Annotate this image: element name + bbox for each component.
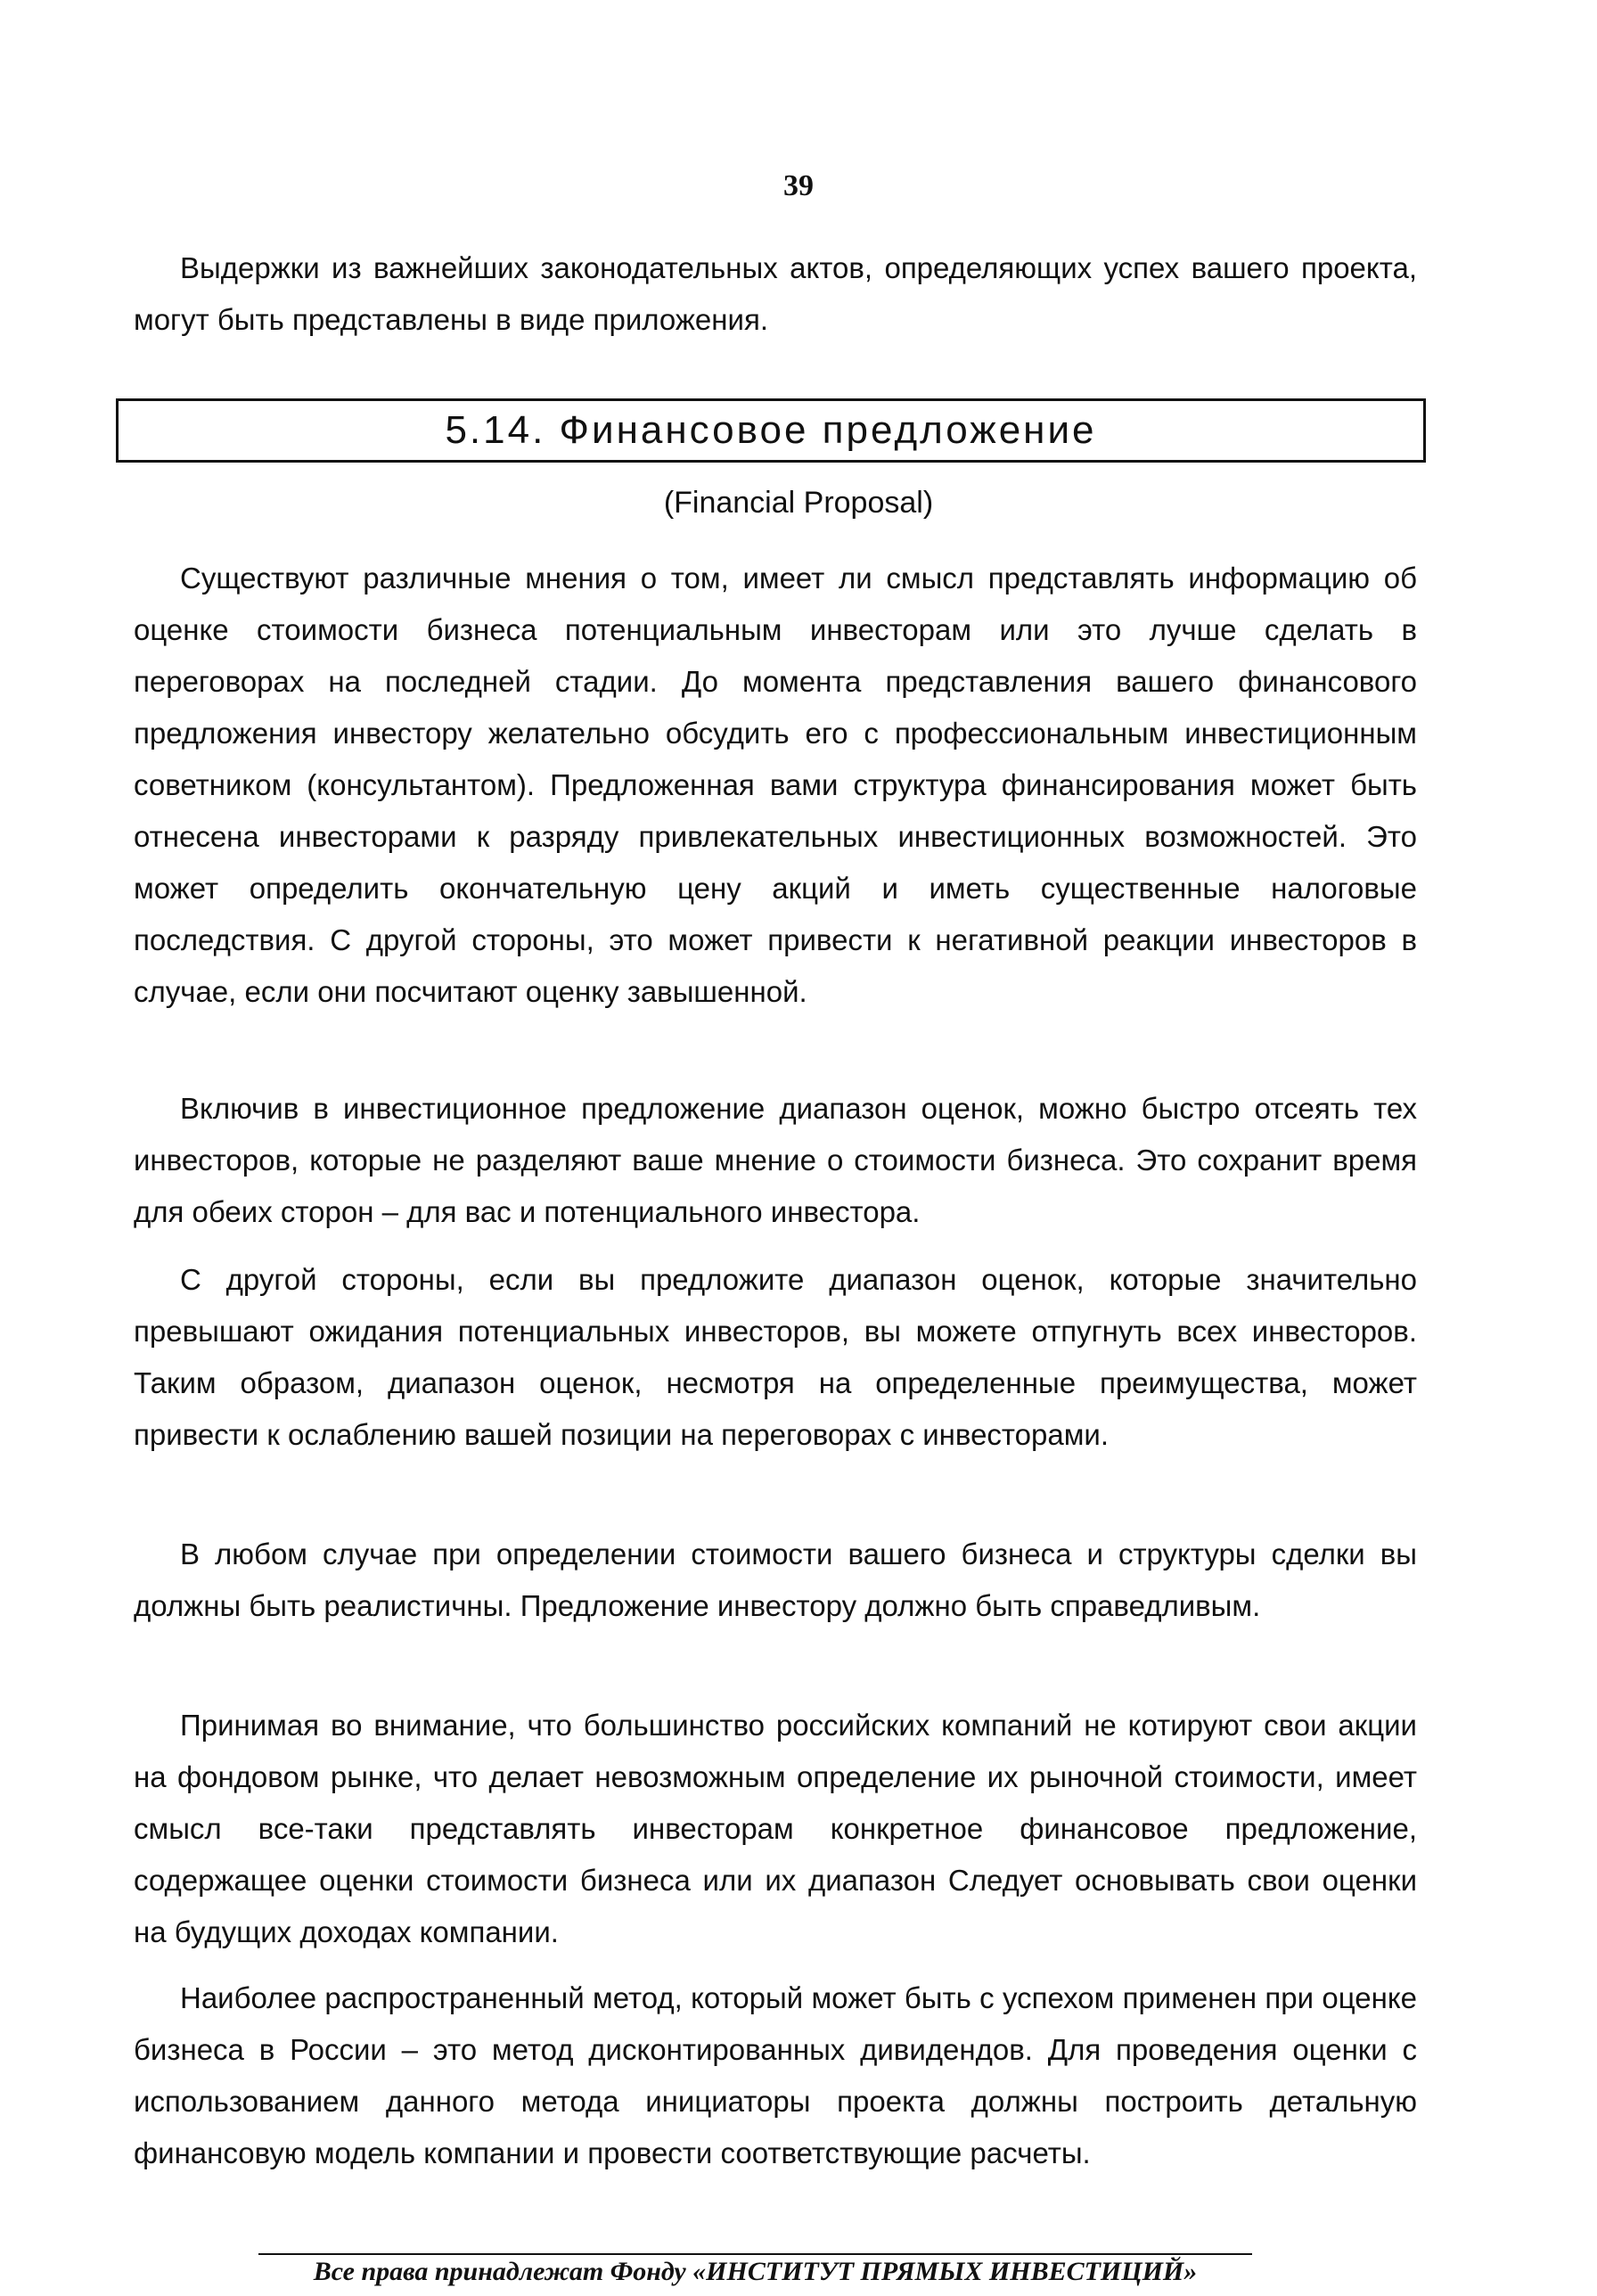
body-paragraph: Наиболее распространенный метод, который может быть с успехом применен при оценке бизнеса в России – это метод дисконтированных дивидендов. Для проведения оценки с использованием данного метода инициаторы проекта должны построить детальную финансовую модель компании и провести соответствующие расчеты. (134, 1981, 1417, 2169)
body-paragraph: В любом случае при определении стоимости вашего бизнеса и структуры сделки вы должны быть реалистичны. Предложение инвестору должно быть справедливым. (134, 1538, 1417, 1622)
body-paragraph: Включив в инвестиционное предложение диапазон оценок, можно быстро отсеять тех инвесторов, которые не разделяют ваше мнение о стоимости бизнеса. Это сохранит время для обеих сторон – для вас и потенциального инвестора. (134, 1092, 1417, 1228)
intro-paragraph: Выдержки из важнейших законодательных актов, определяющих успех вашего проекта, могут быть представлены в виде приложения. (134, 251, 1417, 336)
section-subtitle: (Financial Proposal) (663, 486, 934, 520)
section-heading-box (116, 398, 1426, 463)
body-paragraph: Принимая во внимание, что большинство российских компаний не котируют свои акции на фондовом рынке, что делает невозможным определение их рыночной стоимости, имеет смысл все-таки представлять инвесторам конкретное финансовое предложение, содержащее оценки стоимости бизнеса или их диапазон Следует основывать свои оценки на будущих доходах компании. (134, 1709, 1417, 1948)
body-paragraph: С другой стороны, если вы предложите диапазон оценок, которые значительно превышают ожидания потенциальных инвесторов, вы можете отпугнуть всех инвесторов. Таким образом, диапазон оценок, несмотря на определенные преимущества, может привести к ослаблению вашей позиции на переговорах с инвесторами. (134, 1263, 1417, 1451)
footer-divider (258, 2253, 1252, 2255)
page-number: 39 (783, 169, 814, 202)
footer-copyright: Все права принадлежат Фонду «ИНСТИТУТ ПРЯМЫХ ИНВЕСТИЦИЙ» (313, 2257, 1198, 2286)
section-title: 5.14. Финансовое предложение (445, 408, 1097, 452)
body-paragraph: Существуют различные мнения о том, имеет ли смысл представлять информацию об оценке стоимости бизнеса потенциальным инвесторам или это лучше сделать в переговорах на последней стадии. До момента представления вашего финансового предложения инвестору желательно обсудить его с профессиональным инвестиционным советником (консультантом). Предложенная вами структура финансирования может быть отнесена инвесторами к разряду привлекательных инвестиционных возможностей. Это может определить окончательную цену акций и иметь существенные налоговые последствия. С другой стороны, это может привести к негативной реакции инвесторов в случае, если они посчитают оценку завышенной. (134, 562, 1417, 1008)
